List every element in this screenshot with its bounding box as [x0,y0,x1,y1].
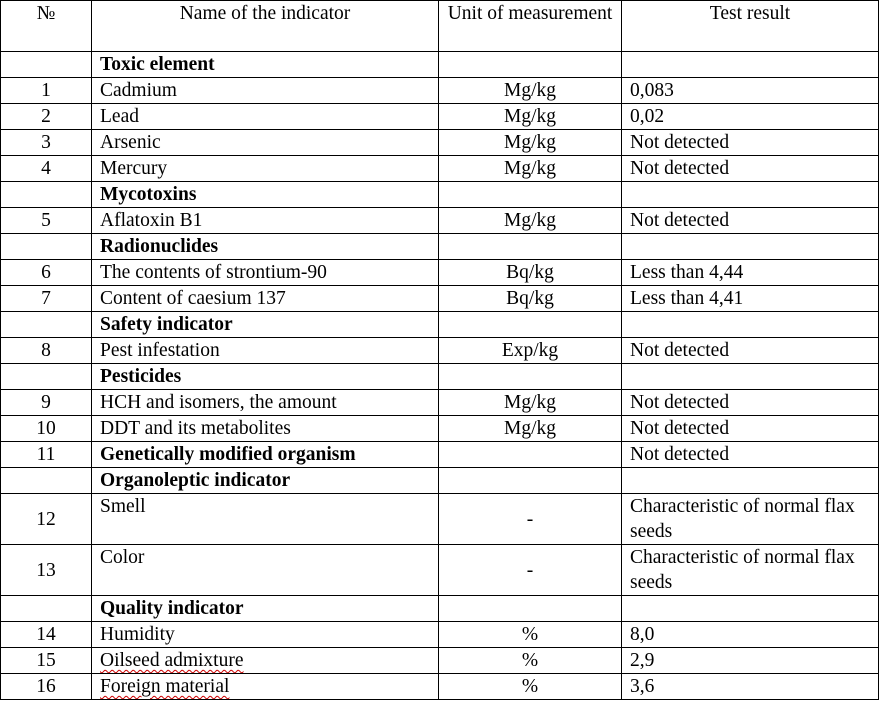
table-row [1,156,879,182]
row-number: 11 [1,442,92,468]
unit-of-measurement: Mg/kg [439,390,622,416]
indicator-name: Humidity [92,622,439,648]
indicator-name: Aflatoxin B1 [92,208,439,234]
test-result: 3,6 [622,674,879,700]
unit-of-measurement: Mg/kg [439,156,622,182]
unit-of-measurement [439,442,622,468]
test-result: Not detected [622,390,879,416]
section-row [1,312,879,338]
test-result: Less than 4,41 [622,286,879,312]
test-result: Not detected [622,156,879,182]
unit-of-measurement: Mg/kg [439,208,622,234]
section-num-cell [1,596,92,622]
table-row [1,78,879,104]
test-result: Characteristic of normal flax seeds [622,545,879,596]
test-result: Not detected [622,208,879,234]
test-result: Not detected [622,130,879,156]
section-title: Pesticides [92,364,439,390]
indicator-name: Content of caesium 137 [92,286,439,312]
section-title: Safety indicator [92,312,439,338]
unit-of-measurement: Exp/kg [439,338,622,364]
test-result: Less than 4,44 [622,260,879,286]
row-number: 10 [1,416,92,442]
table-row [1,545,879,596]
indicator-name [92,648,439,674]
indicator-name: Genetically modified organism [92,442,439,468]
section-unit-cell [439,182,622,208]
test-result: Not detected [622,338,879,364]
section-result-cell [622,364,879,390]
unit-of-measurement: Mg/kg [439,416,622,442]
table-row [1,416,879,442]
unit-of-measurement: Mg/kg [439,104,622,130]
row-number: 6 [1,260,92,286]
test-result: 8,0 [622,622,879,648]
section-title: Radionuclides [92,234,439,260]
row-number: 16 [1,674,92,700]
section-num-cell [1,312,92,338]
unit-of-measurement: % [439,622,622,648]
header-unit: Unit of measurement [439,1,622,52]
unit-of-measurement: Mg/kg [439,130,622,156]
table-row [1,260,879,286]
row-number: 13 [1,545,92,596]
table-header-row [1,1,879,52]
indicator-name: Cadmium [92,78,439,104]
section-unit-cell [439,234,622,260]
table-row [1,338,879,364]
table-row [1,648,879,674]
indicator-name: HCH and isomers, the amount [92,390,439,416]
section-num-cell [1,234,92,260]
section-title: Organoleptic indicator [92,468,439,494]
section-row [1,52,879,78]
row-number: 2 [1,104,92,130]
section-row [1,234,879,260]
indicator-name: Lead [92,104,439,130]
section-result-cell [622,596,879,622]
section-unit-cell [439,596,622,622]
test-result: Not detected [622,416,879,442]
test-result: 0,083 [622,78,879,104]
indicator-name: Smell [92,494,439,545]
section-title: Mycotoxins [92,182,439,208]
unit-of-measurement: Bq/kg [439,286,622,312]
section-result-cell [622,182,879,208]
indicator-name-text: Oilseed admixture [100,650,244,671]
section-unit-cell [439,52,622,78]
header-name: Name of the indicator [92,1,439,52]
test-result: Not detected [622,442,879,468]
row-number: 15 [1,648,92,674]
unit-of-measurement: Bq/kg [439,260,622,286]
section-row [1,468,879,494]
section-row [1,364,879,390]
section-unit-cell [439,312,622,338]
row-number: 5 [1,208,92,234]
table-row [1,674,879,700]
indicator-name-text: Foreign material [100,676,230,697]
table-row [1,442,879,468]
table-row [1,104,879,130]
row-number: 8 [1,338,92,364]
table-row [1,494,879,545]
row-number: 12 [1,494,92,545]
test-result: 2,9 [622,648,879,674]
table-row [1,390,879,416]
indicator-name: Arsenic [92,130,439,156]
header-result: Test result [622,1,879,52]
header-num: № [1,1,92,52]
unit-of-measurement: - [439,494,622,545]
indicator-name: Pest infestation [92,338,439,364]
row-number: 3 [1,130,92,156]
unit-of-measurement: Mg/kg [439,78,622,104]
row-number: 1 [1,78,92,104]
section-num-cell [1,364,92,390]
indicator-name: DDT and its metabolites [92,416,439,442]
unit-of-measurement: % [439,674,622,700]
row-number: 14 [1,622,92,648]
unit-of-measurement: - [439,545,622,596]
test-result: Characteristic of normal flax seeds [622,494,879,545]
indicator-name: Color [92,545,439,596]
section-num-cell [1,182,92,208]
section-title: Quality indicator [92,596,439,622]
section-result-cell [622,468,879,494]
section-result-cell [622,312,879,338]
unit-of-measurement: % [439,648,622,674]
section-row [1,182,879,208]
section-num-cell [1,52,92,78]
table-row [1,130,879,156]
table-row [1,208,879,234]
section-title: Toxic element [92,52,439,78]
row-number: 4 [1,156,92,182]
table-row [1,622,879,648]
indicator-name [92,674,439,700]
table-row [1,286,879,312]
test-result: 0,02 [622,104,879,130]
section-unit-cell [439,468,622,494]
section-result-cell [622,52,879,78]
section-row [1,596,879,622]
section-num-cell [1,468,92,494]
section-result-cell [622,234,879,260]
indicator-name: The contents of strontium-90 [92,260,439,286]
indicator-name: Mercury [92,156,439,182]
row-number: 7 [1,286,92,312]
section-unit-cell [439,364,622,390]
row-number: 9 [1,390,92,416]
